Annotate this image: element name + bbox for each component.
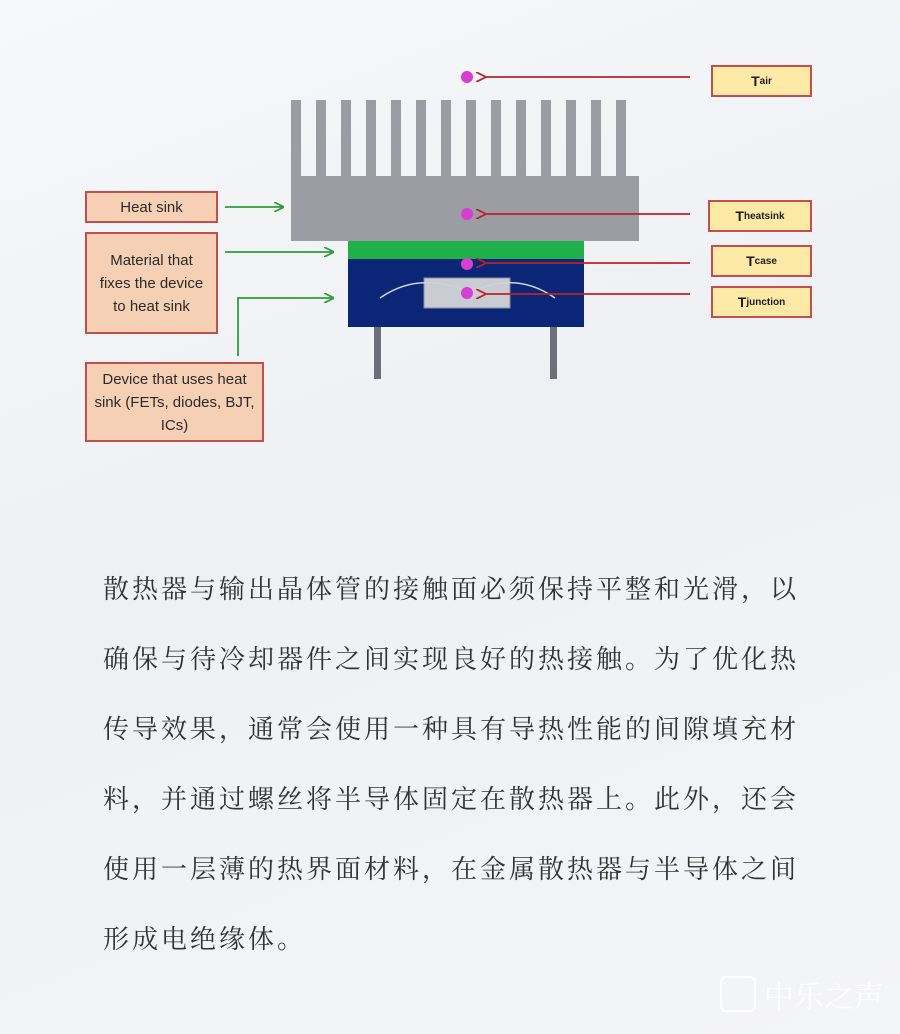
- probe-case: [461, 258, 473, 270]
- arrow-device-label: [238, 298, 332, 356]
- probe-junction: [461, 287, 473, 299]
- label-material: Material that fixes the device to heat sink: [85, 232, 218, 334]
- device-lead-left: [374, 327, 381, 379]
- thermal-pad: [348, 241, 584, 259]
- watermark-text: 中乐之声: [764, 980, 884, 1015]
- label-t-junction: T junction: [711, 286, 812, 318]
- watermark-logo-icon: [720, 976, 756, 1012]
- watermark: [720, 972, 884, 1016]
- device-lead-right: [550, 327, 557, 379]
- label-heat-sink: Heat sink: [85, 191, 218, 223]
- probe-air: [461, 71, 473, 83]
- probe-heatsink: [461, 208, 473, 220]
- heat-sink: [291, 100, 639, 241]
- label-t-case: T case: [711, 245, 812, 277]
- label-t-heatsink: T heatsink: [708, 200, 812, 232]
- label-device: Device that uses heat sink (FETs, diodes, BJT, ICs): [85, 362, 264, 442]
- label-t-air: T air: [711, 65, 812, 97]
- article-paragraph: 散热器与输出晶体管的接触面必须保持平整和光滑，以确保与待冷却器件之间实现良好的热接触。为了优化热传导效果，通常会使用一种具有导热性能的间隙填充材料，并通过螺丝将半导体固定在散热器上。此外，还会使用一层薄的热界面材料，在金属散热器与半导体之间形成电绝缘体。: [103, 575, 800, 955]
- article-body: [103, 555, 803, 975]
